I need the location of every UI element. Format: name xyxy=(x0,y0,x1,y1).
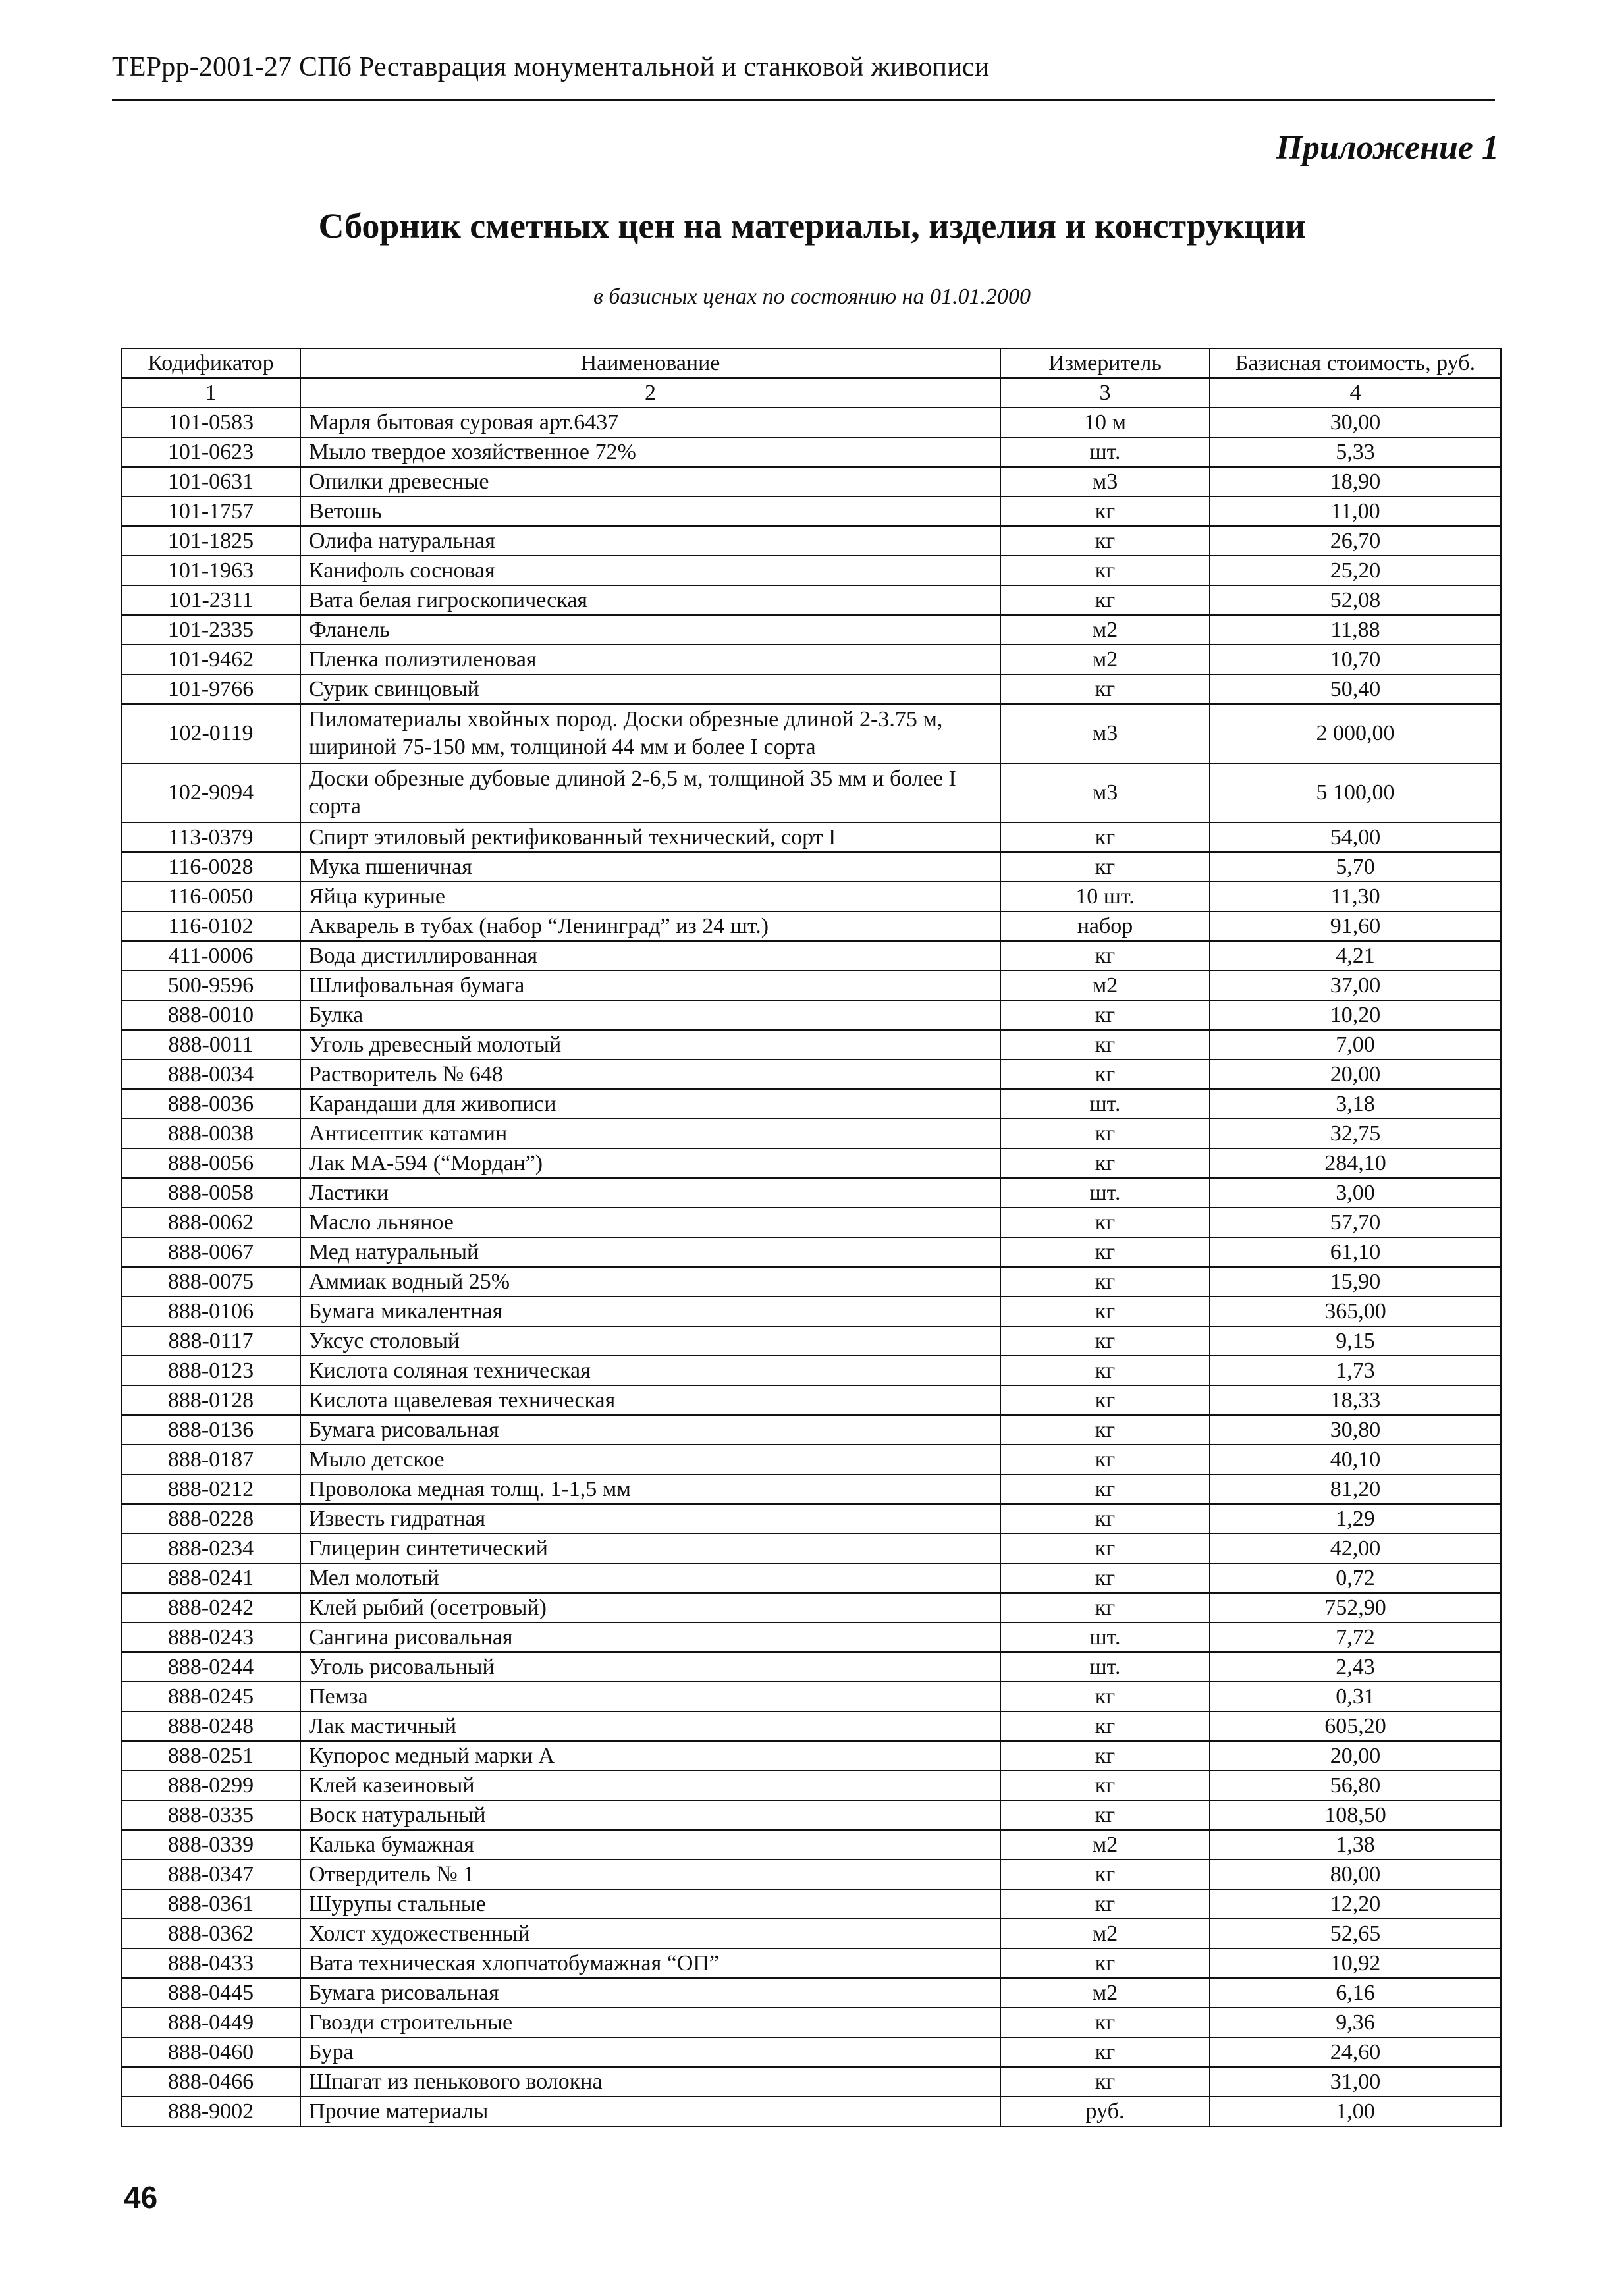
table-row xyxy=(121,2008,1501,2037)
cell-name: Пемза xyxy=(300,1682,1000,1711)
cell-price: 57,70 xyxy=(1210,1208,1501,1237)
table-row xyxy=(121,1741,1501,1771)
cell-price: 91,60 xyxy=(1210,911,1501,941)
table-row xyxy=(121,1237,1501,1267)
page-number: 46 xyxy=(124,2180,158,2214)
cell-name: Мед натуральный xyxy=(300,1237,1000,1267)
cell-unit: кг xyxy=(1000,585,1210,615)
cell-code: 888-9002 xyxy=(121,2097,300,2126)
table-row xyxy=(121,556,1501,585)
cell-price: 10,20 xyxy=(1210,1000,1501,1030)
cell-unit: кг xyxy=(1000,1267,1210,1297)
cell-name: Холст художественный xyxy=(300,1919,1000,1948)
table-row xyxy=(121,645,1501,674)
cell-name: Воск натуральный xyxy=(300,1800,1000,1830)
cell-price: 10,92 xyxy=(1210,1948,1501,1978)
cell-unit: кг xyxy=(1000,1415,1210,1445)
column-number: 1 xyxy=(121,378,300,408)
cell-name: Масло льняное xyxy=(300,1208,1000,1237)
cell-name: Вата белая гигроскопическая xyxy=(300,585,1000,615)
cell-price: 20,00 xyxy=(1210,1059,1501,1089)
table-row xyxy=(121,408,1501,437)
cell-code: 888-0058 xyxy=(121,1178,300,1208)
cell-price: 26,70 xyxy=(1210,526,1501,556)
cell-unit: кг xyxy=(1000,1385,1210,1415)
cell-price: 61,10 xyxy=(1210,1237,1501,1267)
table-row xyxy=(121,1059,1501,1089)
cell-price: 11,88 xyxy=(1210,615,1501,645)
cell-price: 7,72 xyxy=(1210,1622,1501,1652)
table-row xyxy=(121,1919,1501,1948)
cell-name: Лак МА-594 (“Мордан”) xyxy=(300,1148,1000,1178)
table-row xyxy=(121,1119,1501,1148)
cell-name: Пленка полиэтиленовая xyxy=(300,645,1000,674)
cell-name: Купорос медный марки А xyxy=(300,1741,1000,1771)
table-row xyxy=(121,1208,1501,1237)
cell-unit: набор xyxy=(1000,911,1210,941)
cell-price: 5 100,00 xyxy=(1210,763,1501,822)
cell-unit: кг xyxy=(1000,1948,1210,1978)
cell-price: 56,80 xyxy=(1210,1771,1501,1800)
cell-price: 50,40 xyxy=(1210,674,1501,704)
cell-price: 80,00 xyxy=(1210,1860,1501,1889)
cell-unit: кг xyxy=(1000,2067,1210,2097)
cell-code: 888-0106 xyxy=(121,1297,300,1326)
cell-code: 888-0117 xyxy=(121,1326,300,1356)
cell-unit: кг xyxy=(1000,1563,1210,1593)
cell-code: 888-0245 xyxy=(121,1682,300,1711)
cell-code: 888-0244 xyxy=(121,1652,300,1682)
cell-code: 888-0010 xyxy=(121,1000,300,1030)
cell-code: 888-0036 xyxy=(121,1089,300,1119)
table-row xyxy=(121,1593,1501,1622)
column-header-name: Наименование xyxy=(300,348,1000,378)
cell-name: Фланель xyxy=(300,615,1000,645)
cell-price: 11,00 xyxy=(1210,496,1501,526)
cell-name: Ветошь xyxy=(300,496,1000,526)
cell-price: 31,00 xyxy=(1210,2067,1501,2097)
cell-code: 888-0034 xyxy=(121,1059,300,1089)
cell-code: 888-0075 xyxy=(121,1267,300,1297)
cell-unit: шт. xyxy=(1000,1178,1210,1208)
cell-name: Спирт этиловый ректификованный технический, сорт I xyxy=(300,822,1000,852)
column-number: 3 xyxy=(1000,378,1210,408)
cell-unit: кг xyxy=(1000,1237,1210,1267)
cell-price: 9,15 xyxy=(1210,1326,1501,1356)
cell-code: 888-0251 xyxy=(121,1741,300,1771)
table-row xyxy=(121,1948,1501,1978)
cell-code: 101-1825 xyxy=(121,526,300,556)
table-row xyxy=(121,1978,1501,2008)
table-row xyxy=(121,1563,1501,1593)
cell-unit: кг xyxy=(1000,1711,1210,1741)
cell-name: Марля бытовая суровая арт.6437 xyxy=(300,408,1000,437)
cell-name: Клей казеиновый xyxy=(300,1771,1000,1800)
table-row xyxy=(121,852,1501,882)
cell-unit: кг xyxy=(1000,1741,1210,1771)
cell-name: Мука пшеничная xyxy=(300,852,1000,882)
cell-unit: кг xyxy=(1000,1860,1210,1889)
cell-unit: кг xyxy=(1000,674,1210,704)
cell-name: Сурик свинцовый xyxy=(300,674,1000,704)
cell-code: 888-0062 xyxy=(121,1208,300,1237)
cell-code: 888-0362 xyxy=(121,1919,300,1948)
cell-name: Уголь рисовальный xyxy=(300,1652,1000,1682)
table-row xyxy=(121,1830,1501,1860)
cell-code: 101-9462 xyxy=(121,645,300,674)
cell-unit: кг xyxy=(1000,1326,1210,1356)
cell-price: 10,70 xyxy=(1210,645,1501,674)
cell-name: Бура xyxy=(300,2037,1000,2067)
cell-name: Вата техническая хлопчатобумажная “ОП” xyxy=(300,1948,1000,1978)
price-table xyxy=(121,348,1502,2127)
cell-unit: кг xyxy=(1000,852,1210,882)
table-row xyxy=(121,2097,1501,2126)
table-row xyxy=(121,1148,1501,1178)
cell-name: Шлифовальная бумага xyxy=(300,971,1000,1000)
cell-name: Аммиак водный 25% xyxy=(300,1267,1000,1297)
cell-price: 1,00 xyxy=(1210,2097,1501,2126)
cell-code: 101-0623 xyxy=(121,437,300,467)
cell-name: Бумага рисовальная xyxy=(300,1978,1000,2008)
cell-code: 888-0361 xyxy=(121,1889,300,1919)
cell-code: 888-0445 xyxy=(121,1978,300,2008)
table-row xyxy=(121,496,1501,526)
cell-name: Калька бумажная xyxy=(300,1830,1000,1860)
appendix-label: Приложение 1 xyxy=(1276,129,1499,167)
cell-name: Антисептик катамин xyxy=(300,1119,1000,1148)
cell-unit: руб. xyxy=(1000,2097,1210,2126)
page-title: Сборник сметных цен на материалы, изделия и конструкции xyxy=(318,206,1306,246)
cell-unit: кг xyxy=(1000,1119,1210,1148)
cell-price: 2,43 xyxy=(1210,1652,1501,1682)
column-number: 2 xyxy=(300,378,1000,408)
cell-price: 18,33 xyxy=(1210,1385,1501,1415)
table-row xyxy=(121,585,1501,615)
cell-code: 888-0187 xyxy=(121,1445,300,1474)
cell-price: 0,72 xyxy=(1210,1563,1501,1593)
cell-code: 888-0466 xyxy=(121,2067,300,2097)
table-row xyxy=(121,911,1501,941)
cell-price: 30,80 xyxy=(1210,1415,1501,1445)
cell-code: 888-0067 xyxy=(121,1237,300,1267)
cell-price: 108,50 xyxy=(1210,1800,1501,1830)
cell-name: Шпагат из пенькового волокна xyxy=(300,2067,1000,2097)
cell-unit: кг xyxy=(1000,2008,1210,2037)
cell-price: 5,70 xyxy=(1210,852,1501,882)
table-row xyxy=(121,941,1501,971)
cell-code: 888-0335 xyxy=(121,1800,300,1830)
table-row xyxy=(121,1474,1501,1504)
cell-code: 888-0228 xyxy=(121,1504,300,1534)
cell-price: 3,00 xyxy=(1210,1178,1501,1208)
cell-unit: кг xyxy=(1000,1771,1210,1800)
cell-unit: кг xyxy=(1000,941,1210,971)
cell-unit: кг xyxy=(1000,1148,1210,1178)
cell-price: 32,75 xyxy=(1210,1119,1501,1148)
cell-code: 113-0379 xyxy=(121,822,300,852)
table-row xyxy=(121,1771,1501,1800)
cell-price: 2 000,00 xyxy=(1210,704,1501,763)
cell-unit: м3 xyxy=(1000,763,1210,822)
cell-name: Опилки древесные xyxy=(300,467,1000,496)
cell-price: 54,00 xyxy=(1210,822,1501,852)
table-row xyxy=(121,1504,1501,1534)
cell-code: 888-0433 xyxy=(121,1948,300,1978)
cell-name: Мыло твердое хозяйственное 72% xyxy=(300,437,1000,467)
cell-name: Доски обрезные дубовые длиной 2-6,5 м, толщиной 35 мм и более I сорта xyxy=(300,763,1000,822)
cell-unit: кг xyxy=(1000,556,1210,585)
cell-name: Клей рыбий (осетровый) xyxy=(300,1593,1000,1622)
cell-price: 30,00 xyxy=(1210,408,1501,437)
table-row xyxy=(121,1297,1501,1326)
cell-unit: кг xyxy=(1000,1682,1210,1711)
cell-unit: кг xyxy=(1000,1000,1210,1030)
cell-unit: кг xyxy=(1000,1534,1210,1563)
cell-unit: шт. xyxy=(1000,1089,1210,1119)
cell-name: Сангина рисовальная xyxy=(300,1622,1000,1652)
cell-price: 4,21 xyxy=(1210,941,1501,971)
cell-unit: шт. xyxy=(1000,1652,1210,1682)
table-row xyxy=(121,1267,1501,1297)
table-row xyxy=(121,1030,1501,1059)
cell-unit: кг xyxy=(1000,1030,1210,1059)
cell-unit: кг xyxy=(1000,1504,1210,1534)
table-row xyxy=(121,2037,1501,2067)
table-row xyxy=(121,467,1501,496)
cell-unit: м2 xyxy=(1000,1830,1210,1860)
table-row xyxy=(121,1000,1501,1030)
table-header-row xyxy=(121,348,1501,378)
cell-price: 0,31 xyxy=(1210,1682,1501,1711)
cell-price: 1,38 xyxy=(1210,1830,1501,1860)
cell-name: Глицерин синтетический xyxy=(300,1534,1000,1563)
cell-price: 752,90 xyxy=(1210,1593,1501,1622)
cell-code: 101-0583 xyxy=(121,408,300,437)
cell-code: 888-0339 xyxy=(121,1830,300,1860)
cell-code: 888-0241 xyxy=(121,1563,300,1593)
cell-price: 284,10 xyxy=(1210,1148,1501,1178)
table-row xyxy=(121,1652,1501,1682)
cell-name: Растворитель № 648 xyxy=(300,1059,1000,1089)
table-row xyxy=(121,1445,1501,1474)
table-row xyxy=(121,437,1501,467)
cell-unit: кг xyxy=(1000,1800,1210,1830)
cell-name: Шурупы стальные xyxy=(300,1889,1000,1919)
cell-unit: кг xyxy=(1000,1889,1210,1919)
cell-unit: м2 xyxy=(1000,645,1210,674)
table-body xyxy=(121,408,1501,2126)
column-header-code: Кодификатор xyxy=(121,348,300,378)
cell-price: 52,08 xyxy=(1210,585,1501,615)
table-row xyxy=(121,1178,1501,1208)
cell-unit: кг xyxy=(1000,1297,1210,1326)
cell-price: 1,73 xyxy=(1210,1356,1501,1385)
table-row xyxy=(121,1385,1501,1415)
table-row xyxy=(121,615,1501,645)
cell-unit: кг xyxy=(1000,1208,1210,1237)
cell-name: Известь гидратная xyxy=(300,1504,1000,1534)
cell-price: 7,00 xyxy=(1210,1030,1501,1059)
table-row xyxy=(121,1622,1501,1652)
cell-unit: кг xyxy=(1000,1474,1210,1504)
table-row xyxy=(121,1356,1501,1385)
cell-code: 888-0347 xyxy=(121,1860,300,1889)
table-row xyxy=(121,822,1501,852)
cell-code: 888-0248 xyxy=(121,1711,300,1741)
cell-name: Карандаши для живописи xyxy=(300,1089,1000,1119)
cell-name: Отвердитель № 1 xyxy=(300,1860,1000,1889)
cell-price: 605,20 xyxy=(1210,1711,1501,1741)
table-row xyxy=(121,971,1501,1000)
table-row xyxy=(121,1682,1501,1711)
cell-price: 5,33 xyxy=(1210,437,1501,467)
cell-unit: м2 xyxy=(1000,971,1210,1000)
cell-name: Акварель в тубах (набор “Ленинград” из 24 шт.) xyxy=(300,911,1000,941)
cell-unit: м3 xyxy=(1000,467,1210,496)
cell-code: 888-0038 xyxy=(121,1119,300,1148)
table-row xyxy=(121,1326,1501,1356)
column-header-price: Базисная стоимость, руб. xyxy=(1210,348,1501,378)
cell-code: 888-0449 xyxy=(121,2008,300,2037)
cell-price: 15,90 xyxy=(1210,1267,1501,1297)
cell-code: 888-0128 xyxy=(121,1385,300,1415)
cell-code: 411-0006 xyxy=(121,941,300,971)
header-rule xyxy=(112,99,1495,101)
cell-name: Вода дистиллированная xyxy=(300,941,1000,971)
cell-name: Уголь древесный молотый xyxy=(300,1030,1000,1059)
cell-name: Прочие материалы xyxy=(300,2097,1000,2126)
cell-price: 11,30 xyxy=(1210,882,1501,911)
cell-unit: 10 шт. xyxy=(1000,882,1210,911)
cell-code: 101-1757 xyxy=(121,496,300,526)
cell-code: 101-0631 xyxy=(121,467,300,496)
cell-code: 888-0243 xyxy=(121,1622,300,1652)
cell-price: 20,00 xyxy=(1210,1741,1501,1771)
cell-code: 101-9766 xyxy=(121,674,300,704)
cell-name: Пиломатериалы хвойных пород. Доски обрезные длиной 2-3.75 м, шириной 75-150 мм, толщиной 44 мм и более I сорта xyxy=(300,704,1000,763)
table-row xyxy=(121,1800,1501,1830)
cell-price: 81,20 xyxy=(1210,1474,1501,1504)
cell-name: Бумага микалентная xyxy=(300,1297,1000,1326)
cell-price: 9,36 xyxy=(1210,2008,1501,2037)
cell-code: 888-0011 xyxy=(121,1030,300,1059)
cell-price: 52,65 xyxy=(1210,1919,1501,1948)
cell-price: 25,20 xyxy=(1210,556,1501,585)
cell-name: Кислота щавелевая техническая xyxy=(300,1385,1000,1415)
cell-unit: м2 xyxy=(1000,615,1210,645)
cell-name: Олифа натуральная xyxy=(300,526,1000,556)
cell-unit: м2 xyxy=(1000,1919,1210,1948)
table-row xyxy=(121,1860,1501,1889)
cell-code: 102-9094 xyxy=(121,763,300,822)
cell-name: Проволока медная толщ. 1-1,5 мм xyxy=(300,1474,1000,1504)
cell-price: 24,60 xyxy=(1210,2037,1501,2067)
cell-unit: кг xyxy=(1000,1445,1210,1474)
cell-name: Яйца куриные xyxy=(300,882,1000,911)
cell-name: Гвозди строительные xyxy=(300,2008,1000,2037)
cell-code: 116-0050 xyxy=(121,882,300,911)
cell-code: 888-0136 xyxy=(121,1415,300,1445)
table-row xyxy=(121,526,1501,556)
table-row xyxy=(121,704,1501,763)
cell-name: Ластики xyxy=(300,1178,1000,1208)
cell-price: 365,00 xyxy=(1210,1297,1501,1326)
table-row xyxy=(121,1089,1501,1119)
cell-unit: 10 м xyxy=(1000,408,1210,437)
cell-code: 888-0123 xyxy=(121,1356,300,1385)
table-row xyxy=(121,2067,1501,2097)
cell-code: 888-0212 xyxy=(121,1474,300,1504)
running-head: ТЕРрр-2001-27 СПб Реставрация монументальной и станковой живописи xyxy=(112,52,990,82)
cell-price: 42,00 xyxy=(1210,1534,1501,1563)
cell-code: 102-0119 xyxy=(121,704,300,763)
table-row xyxy=(121,1415,1501,1445)
column-header-unit: Измеритель xyxy=(1000,348,1210,378)
table-row xyxy=(121,1889,1501,1919)
cell-name: Канифоль сосновая xyxy=(300,556,1000,585)
cell-unit: кг xyxy=(1000,1593,1210,1622)
table-row xyxy=(121,1534,1501,1563)
cell-code: 888-0299 xyxy=(121,1771,300,1800)
cell-name: Уксус столовый xyxy=(300,1326,1000,1356)
cell-code: 888-0234 xyxy=(121,1534,300,1563)
cell-unit: кг xyxy=(1000,526,1210,556)
cell-price: 40,10 xyxy=(1210,1445,1501,1474)
cell-code: 101-2311 xyxy=(121,585,300,615)
cell-code: 888-0056 xyxy=(121,1148,300,1178)
cell-price: 3,18 xyxy=(1210,1089,1501,1119)
cell-name: Кислота соляная техническая xyxy=(300,1356,1000,1385)
cell-unit: кг xyxy=(1000,1356,1210,1385)
cell-unit: кг xyxy=(1000,496,1210,526)
cell-price: 37,00 xyxy=(1210,971,1501,1000)
cell-name: Лак мастичный xyxy=(300,1711,1000,1741)
table-row xyxy=(121,763,1501,822)
table-row xyxy=(121,1711,1501,1741)
cell-name: Мыло детское xyxy=(300,1445,1000,1474)
cell-unit: м2 xyxy=(1000,1978,1210,2008)
page-subtitle: в базисных ценах по состоянию на 01.01.2000 xyxy=(593,284,1031,309)
cell-code: 888-0460 xyxy=(121,2037,300,2067)
cell-unit: шт. xyxy=(1000,437,1210,467)
cell-code: 500-9596 xyxy=(121,971,300,1000)
table-row xyxy=(121,882,1501,911)
cell-name: Булка xyxy=(300,1000,1000,1030)
cell-code: 116-0028 xyxy=(121,852,300,882)
table-row xyxy=(121,674,1501,704)
column-number: 4 xyxy=(1210,378,1501,408)
cell-price: 12,20 xyxy=(1210,1889,1501,1919)
cell-unit: кг xyxy=(1000,2037,1210,2067)
cell-price: 18,90 xyxy=(1210,467,1501,496)
cell-name: Мел молотый xyxy=(300,1563,1000,1593)
cell-code: 888-0242 xyxy=(121,1593,300,1622)
cell-unit: м3 xyxy=(1000,704,1210,763)
cell-price: 1,29 xyxy=(1210,1504,1501,1534)
cell-code: 101-1963 xyxy=(121,556,300,585)
cell-price: 6,16 xyxy=(1210,1978,1501,2008)
cell-unit: кг xyxy=(1000,1059,1210,1089)
column-number-row xyxy=(121,378,1501,408)
cell-unit: шт. xyxy=(1000,1622,1210,1652)
cell-code: 101-2335 xyxy=(121,615,300,645)
cell-name: Бумага рисовальная xyxy=(300,1415,1000,1445)
cell-code: 116-0102 xyxy=(121,911,300,941)
cell-unit: кг xyxy=(1000,822,1210,852)
